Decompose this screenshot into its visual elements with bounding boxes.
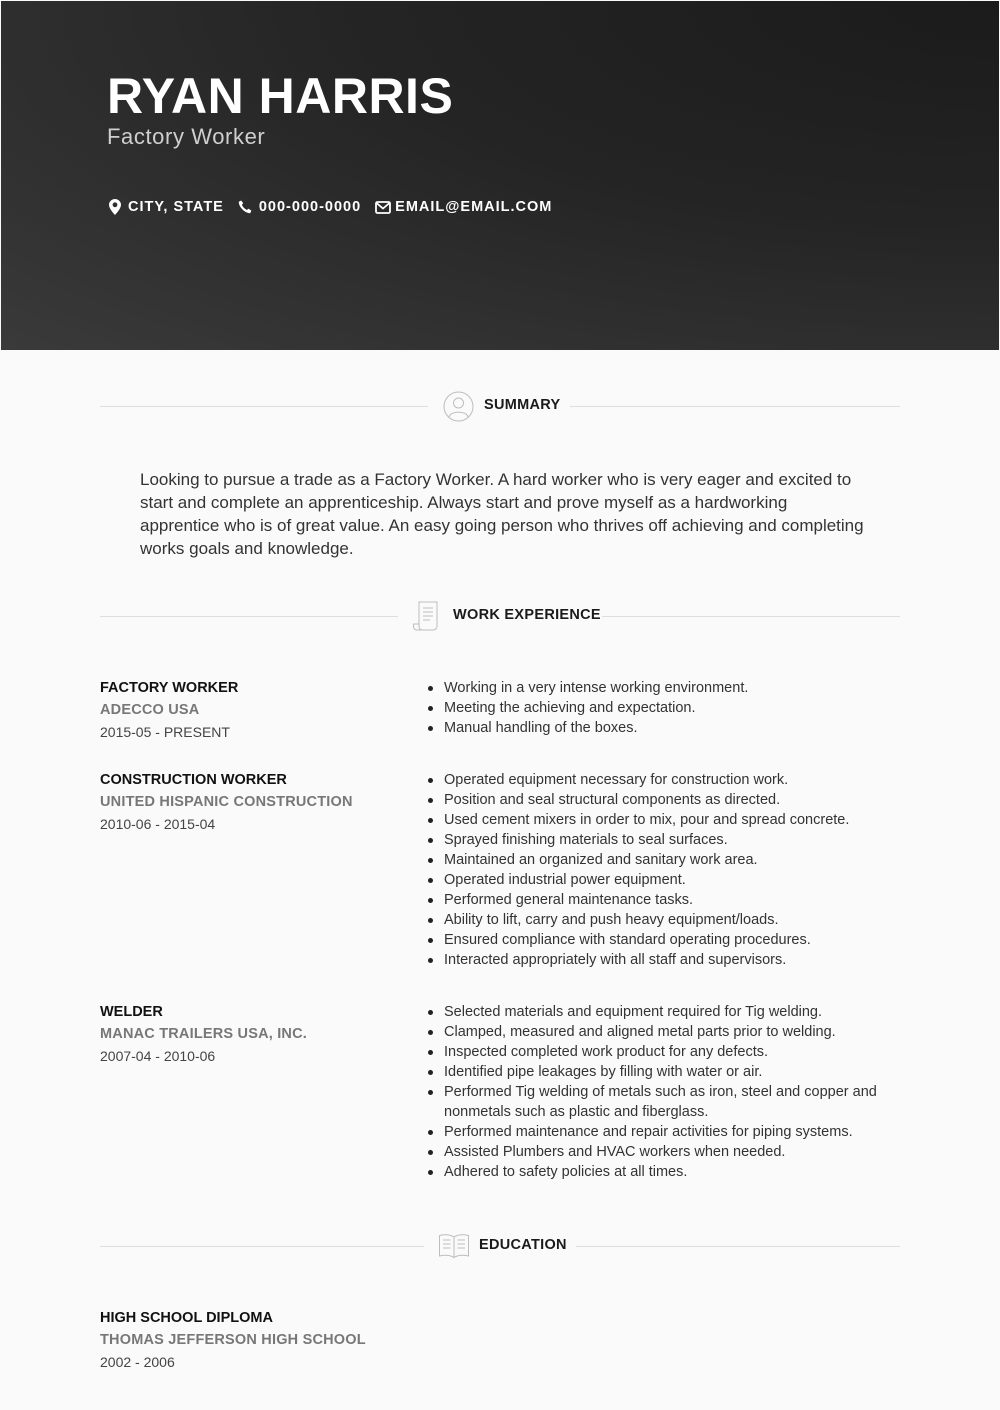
- contact-phone: [238, 199, 361, 215]
- resume-header: [1, 1, 999, 350]
- envelope-icon: [375, 201, 391, 214]
- list-item: Maintained an organized and sanitary work area.: [426, 850, 896, 870]
- list-item: Performed Tig welding of metals such as iron, steel and copper and nonmetals such as plastic and fiberglass.: [426, 1082, 886, 1122]
- list-item: Inspected completed work product for any defects.: [426, 1042, 886, 1062]
- education-label: EDUCATION: [479, 1237, 567, 1253]
- job-dates: 2007-04 - 2010-06: [100, 1048, 216, 1064]
- list-item: Performed general maintenance tasks.: [426, 890, 896, 910]
- list-item: Operated equipment necessary for construction work.: [426, 770, 896, 790]
- job-bullets-3: [426, 1002, 886, 1182]
- user-icon: [443, 391, 474, 422]
- list-item: Operated industrial power equipment.: [426, 870, 896, 890]
- open-book-icon: [438, 1232, 470, 1260]
- scroll-icon: [412, 600, 442, 632]
- school-name: THOMAS JEFFERSON HIGH SCHOOL: [100, 1332, 366, 1348]
- summary-heading: [100, 386, 900, 426]
- list-item: Adhered to safety policies at all times.: [426, 1162, 886, 1182]
- candidate-title: Factory Worker: [107, 124, 266, 149]
- job-entry-3: [100, 1001, 400, 1067]
- location-text: CITY, STATE: [128, 199, 224, 215]
- job-company: MANAC TRAILERS USA, INC.: [100, 1026, 307, 1042]
- divider-line: [602, 616, 900, 617]
- degree-title: HIGH SCHOOL DIPLOMA: [100, 1310, 273, 1326]
- phone-icon: [238, 200, 252, 214]
- map-pin-icon: [109, 199, 121, 215]
- list-item: Selected materials and equipment required for Tig welding.: [426, 1002, 886, 1022]
- contact-email: [375, 199, 552, 215]
- divider-line: [100, 406, 428, 407]
- education-heading: [100, 1226, 900, 1266]
- job-entry-1: [100, 677, 400, 743]
- job-title: FACTORY WORKER: [100, 680, 239, 696]
- job-title: WELDER: [100, 1004, 163, 1020]
- list-item: Meeting the achieving and expectation.: [426, 698, 896, 718]
- job-dates: 2015-05 - PRESENT: [100, 724, 230, 740]
- summary-label: SUMMARY: [484, 397, 561, 413]
- job-dates: 2010-06 - 2015-04: [100, 816, 216, 832]
- education-entry: [100, 1307, 500, 1373]
- phone-text: 000-000-0000: [258, 199, 362, 215]
- job-company: UNITED HISPANIC CONSTRUCTION: [100, 794, 353, 810]
- list-item: Ability to lift, carry and push heavy equipment/loads.: [426, 910, 896, 930]
- candidate-name: RYAN HARRIS: [107, 68, 454, 124]
- list-item: Manual handling of the boxes.: [426, 718, 896, 738]
- list-item: Sprayed finishing materials to seal surfaces.: [426, 830, 896, 850]
- email-text: EMAIL@EMAIL.COM: [395, 199, 553, 215]
- list-item: Assisted Plumbers and HVAC workers when needed.: [426, 1142, 886, 1162]
- job-entry-2: [100, 769, 400, 835]
- education-dates: 2002 - 2006: [100, 1354, 175, 1370]
- contact-location: [109, 199, 224, 215]
- divider-line: [570, 406, 900, 407]
- list-item: Identified pipe leakages by filling with water or air.: [426, 1062, 886, 1082]
- contact-bar: [109, 197, 566, 217]
- divider-line: [100, 616, 398, 617]
- list-item: Position and seal structural components as directed.: [426, 790, 896, 810]
- divider-line: [576, 1246, 900, 1247]
- list-item: Performed maintenance and repair activities for piping systems.: [426, 1122, 886, 1142]
- list-item: Interacted appropriately with all staff and supervisors.: [426, 950, 896, 970]
- list-item: Working in a very intense working environment.: [426, 678, 896, 698]
- list-item: Used cement mixers in order to mix, pour and spread concrete.: [426, 810, 896, 830]
- summary-paragraph: Looking to pursue a trade as a Factory Worker. A hard worker who is very eager and excited to start and complete an apprenticeship. Always start and prove myself as a hardworking apprentice who is of great value. An easy going person who thrives off achieving and completing works goals and knowledge.: [140, 470, 864, 558]
- work-experience-label: WORK EXPERIENCE: [453, 607, 601, 623]
- job-company: ADECCO USA: [100, 702, 200, 718]
- job-title: CONSTRUCTION WORKER: [100, 772, 287, 788]
- job-bullets-1: [426, 678, 896, 738]
- work-experience-heading: [100, 596, 900, 636]
- job-bullets-2: [426, 770, 896, 970]
- list-item: Clamped, measured and aligned metal parts prior to welding.: [426, 1022, 886, 1042]
- divider-line: [100, 1246, 424, 1247]
- list-item: Ensured compliance with standard operating procedures.: [426, 930, 896, 950]
